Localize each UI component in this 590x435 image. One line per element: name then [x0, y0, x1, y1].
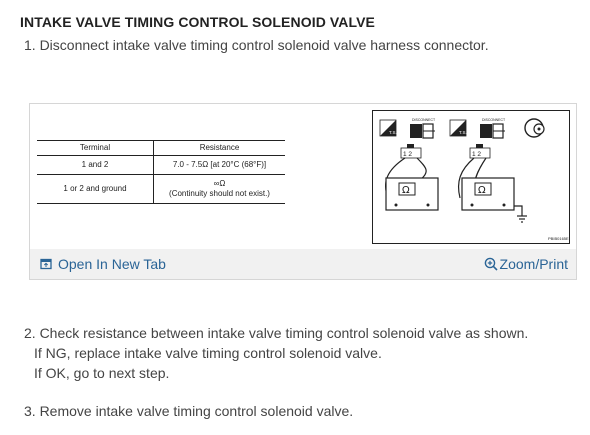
figure-ref-code: PBIB0165E [548, 236, 569, 241]
table-header-row [37, 141, 285, 156]
step-2-block [24, 323, 528, 383]
figure-toolbar [30, 249, 576, 279]
step-2-text: 2. Check resistance between intake valve timing control solenoid valve as shown. [24, 325, 529, 341]
step-2-ok-text: If OK, go to next step. [34, 365, 170, 381]
ts-label-1: T.S. [389, 130, 397, 135]
figure-panel [29, 103, 577, 280]
open-in-new-tab-link[interactable] [40, 256, 166, 272]
ohmmeter-icon: Ω [478, 185, 486, 196]
table-cell-terminal: 1 or 2 and ground [37, 175, 154, 204]
ignition-switch-icon [450, 120, 467, 136]
open-new-tab-icon [40, 258, 52, 270]
zoom-print-label: Zoom/Print [499, 256, 568, 272]
disconnect-label-2: DISCONNECT [482, 118, 506, 122]
step-2-ng-text: If NG, replace intake valve timing control solenoid valve. [34, 345, 382, 361]
table-row [37, 156, 285, 175]
page-title: INTAKE VALVE TIMING CONTROL SOLENOID VALVE [20, 14, 375, 30]
resistance-table [37, 140, 285, 204]
ohmmeter-icon: Ω [402, 185, 410, 196]
step-3-text: 3. Remove intake valve timing control solenoid valve. [24, 403, 354, 419]
ignition-switch-icon [380, 120, 397, 136]
table-cell-resistance [154, 175, 286, 204]
table-header-resistance: Resistance [199, 143, 240, 152]
open-in-new-tab-label: Open In New Tab [58, 256, 166, 272]
resistance-note: (Continuity should not exist.) [169, 189, 270, 198]
disconnect-label-1: DISCONNECT [412, 118, 436, 122]
table-header-terminal: Terminal [37, 141, 154, 156]
wiring-diagram [372, 110, 570, 244]
resistance-value: ∞Ω [213, 179, 226, 188]
table-row [37, 175, 285, 204]
ts-label-2: T.S. [459, 130, 467, 135]
table-cell-terminal: 1 and 2 [37, 156, 154, 175]
zoom-in-icon [484, 257, 498, 271]
connector-pins-2: 1 2 [472, 151, 482, 158]
zoom-print-link[interactable] [484, 256, 568, 272]
table-cell-resistance: 7.0 - 7.5Ω [at 20°C (68°F)] [172, 160, 267, 169]
connector-pins-1: 1 2 [403, 151, 413, 158]
disconnect-connector-icon [410, 118, 436, 138]
disconnect-connector-icon [480, 118, 506, 138]
step-1-text: 1. Disconnect intake valve timing control solenoid valve harness connector. [24, 37, 489, 53]
